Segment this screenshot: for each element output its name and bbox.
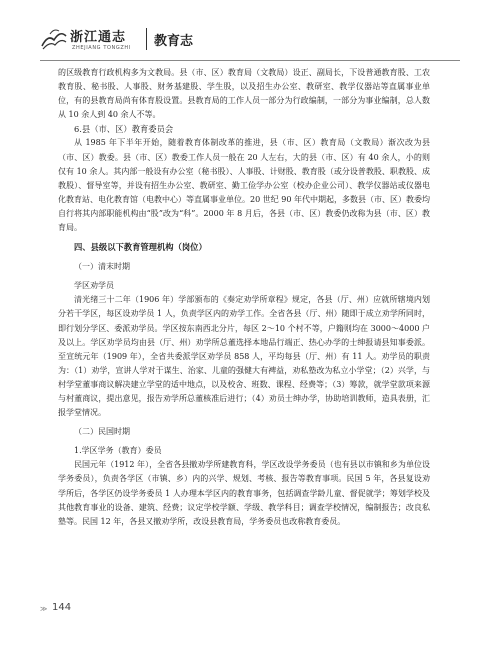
zhejiang-tongzhi-logo-icon	[40, 26, 68, 52]
subsection-heading: 学区劝学员	[74, 281, 114, 291]
volume-title: 教育志	[154, 34, 194, 49]
page-body	[58, 66, 430, 601]
era-heading: （一）清末时期	[74, 262, 130, 272]
section-heading: 6.县（市、区）教育委员会	[74, 124, 174, 135]
page-marker-icon: ≫	[40, 605, 48, 613]
page-number: 144	[52, 602, 72, 613]
era-heading: （二）民国时期	[74, 427, 130, 437]
publication-title: 浙江通志	[70, 30, 127, 45]
page-header	[40, 20, 460, 66]
header-rule	[40, 60, 460, 61]
chapter-heading: 四、县级以下教育管理机构（岗位）	[74, 242, 207, 253]
paragraph: 的区级教育行政机构多为文教局。县（市、区）教育局（文教局）设正、副局长，下设普通教育股、工农教育股、秘书股、人事股、财务基建股、学生股，以及招生办公室、教研室、教学仪器站等直属事业单位，有的县教育局尚有体育股设置。县教育局的工作人员一部分为行政编制，一部分为事业编制，总人数从 10 余人到 40 余人不等。	[58, 68, 430, 120]
publication-title-pinyin: ZHEJIANG TONGZHI	[72, 45, 131, 51]
paragraph: 从 1985 年下半年开始，随着教育体制改革的推进，县（市、区）教育局（文教局）渐次改为县（市、区）教委。县（市、区）教委工作人员一般在 20 人左右，大的县（市、区）有 40 余人，小的则仅有 10 余人。其内部一般设有办公室（秘书股）、人事股、计财股、教育股（或分设普教股、职教股、成教股）、督导室等，并设有招生办公室、教研室、勤工俭学办公室（校办企业公司）、教学仪器站或仪器电化教育站、电化教育馆（电教中心）等直属事业单位。20 世纪 90 年代中期起，多数县（市、区）教委均自行将其内部职能机构由“股”改为“科”。2000 年 8 月后，各县（市、区）教委仍改称为县（市、区）教育局。	[58, 138, 430, 233]
paragraph: 清光绪三十二年（1906 年）学部颁布的《奏定劝学所章程》规定，各县（厅、州）应就所辖境内划分若干学区，每区设劝学员 1 人，负责学区内的劝学工作。全省各县（厅、州）随即于成立劝学所同时，即行划分学区、委派劝学员。学区按东南西北分片，每区 2～10 个村不等，户籍则均在 3000～4000 户及以上。学区劝学员均由县（厅、州）劝学所总董选择本地品行端正、热心办学的士绅报请县知事委派。至宣统元年（1909 年），全省共委派学区劝学员 858 人，平均每县（厅、州）有 11 人。劝学员的职责为：（1）劝学，宣讲人学对于谋生、治家、儿童的强健大有裨益，劝私塾改为私立小学堂；（2）兴学，与村学堂董事商议解决建立学堂的适中地点，以及校舍、班数、课程、经费等；（3）筹款，就学堂款项来源与村董商议，提出意见，报告劝学所总董核准后进行；（4）劝员士绅办学，协助培训教师，造具表册，汇报学堂情况。	[58, 295, 430, 418]
subsection-heading: 1.学区学务（教育）委员	[74, 446, 162, 456]
header-divider	[146, 28, 147, 50]
paragraph: 民国元年（1912 年），全省各县撤劝学所建教育科，学区改设学务委员（也有县以市镇和乡为单位设学务委员），负责各学区（市镇、乡）内的兴学、规划、考核、报告等教育事项。民国 5 年，各县复设劝学所后，各学区仍设学务委员 1 人办理本学区内的教育事务，包括调查学龄儿童、督促就学；筹划学校及其他教育事业的设备、建筑、经费；议定学校学额、学级、教学科目；调查学校情况，编制报告；改良私塾等。民国 12 年，各县又撤劝学所，改设县教育局，学务委员也改称教育委员。	[58, 460, 430, 526]
